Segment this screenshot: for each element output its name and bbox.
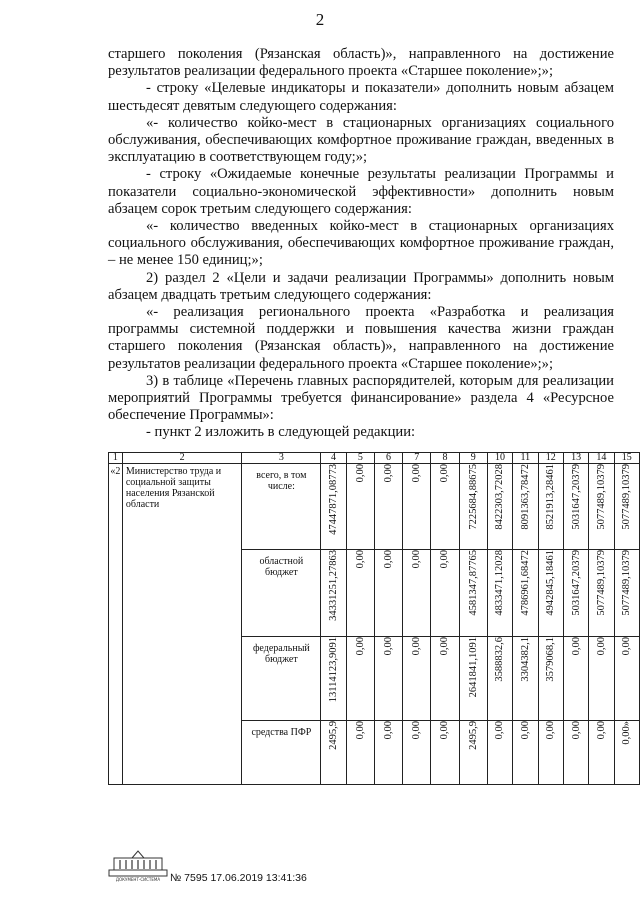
table-cell (538, 721, 563, 785)
row-label: областной бюджет (242, 550, 321, 637)
table-cell (374, 550, 402, 637)
cell-value: 0,00 (494, 721, 506, 740)
cell-value: 5031647,20379 (570, 550, 582, 616)
cell-value: 5077489,10379 (621, 464, 633, 530)
table-cell (614, 637, 639, 721)
table-cell (459, 637, 487, 721)
cell-value: 34331251,27863 (328, 550, 340, 621)
cell-value: 0,00» (621, 721, 633, 745)
cell-value: 0,00 (439, 550, 451, 569)
paragraph: - строку «Целевые индикаторы и показатели» дополнить новым абзацем шестьдесят девятым следующего содержания: (108, 80, 614, 114)
building-seal-icon (108, 848, 168, 882)
cell-value: 5077489,10379 (621, 550, 633, 616)
table-cell (459, 721, 487, 785)
table-cell (487, 637, 512, 721)
cell-value: 2495,9 (467, 721, 479, 750)
table-cell (538, 550, 563, 637)
table-cell (563, 464, 588, 550)
column-header: 14 (589, 453, 614, 464)
table-header-row (109, 453, 640, 464)
cell-value: 4942845,18461 (545, 550, 557, 616)
cell-value: 0,00 (383, 464, 395, 483)
cell-value: 13114123,9091 (328, 637, 340, 703)
cell-value: 8091363,78472 (519, 464, 531, 530)
paragraph: - строку «Ожидаемые конечные результаты реализации Программы и показатели социально-экономической эффективности» дополнить новым абзацем сорок третьим следующего содержания: (108, 166, 614, 217)
table-cell (614, 721, 639, 785)
row-label: федеральный бюджет (242, 637, 321, 721)
cell-value: 0,00 (354, 550, 366, 569)
cell-value: 3579068,1 (545, 637, 557, 682)
table-cell (403, 637, 431, 721)
column-header: 1 (109, 453, 123, 464)
cell-value: 5077489,10379 (595, 550, 607, 616)
cell-value: 8521913,28461 (545, 464, 557, 530)
table-cell (459, 550, 487, 637)
table-cell (374, 464, 402, 550)
paragraph: «- количество койко-мест в стационарных организациях социального обслуживания, обеспечивающих комфортное проживание граждан, введенных в эксплуатацию в соответствующем году;»; (108, 114, 614, 166)
column-header: 13 (563, 453, 588, 464)
table-cell (563, 550, 588, 637)
cell-value: 0,00 (595, 637, 607, 656)
document-body (108, 46, 614, 442)
cell-value: 7225684,88675 (467, 464, 479, 530)
cell-value: 4581347,87765 (467, 550, 479, 616)
paragraph: - пункт 2 изложить в следующей редакции: (146, 424, 416, 441)
table-cell (563, 637, 588, 721)
table-cell (538, 637, 563, 721)
cell-value: 47447871,08773 (328, 464, 340, 535)
table-cell (374, 721, 402, 785)
table-cell (589, 721, 614, 785)
cell-value: 0,00 (519, 721, 531, 740)
cell-value: 0,00 (411, 721, 423, 740)
table-cell (321, 637, 346, 721)
cell-value: 3588832,6 (494, 637, 506, 682)
table-cell (321, 721, 346, 785)
cell-value: 0,00 (411, 637, 423, 656)
table-cell (346, 550, 374, 637)
document-footer (108, 848, 408, 888)
row-label: средства ПФР (242, 721, 321, 785)
paragraph: «- реализация регионального проекта «Разработка и реализация программы системной поддержки и повышения качества жизни граждан старшего поколения (Рязанская область)», направленного на достижение результатов реализации федерального проекта «Старшее поколение»;»; (108, 304, 614, 372)
column-header: 5 (346, 453, 374, 464)
cell-value: 0,00 (439, 721, 451, 740)
column-header: 6 (374, 453, 402, 464)
column-header: 11 (513, 453, 538, 464)
column-header: 10 (487, 453, 512, 464)
cell-value: 0,00 (570, 637, 582, 656)
table-cell (614, 464, 639, 550)
table-cell (459, 464, 487, 550)
table-cell (513, 464, 538, 550)
table-cell (403, 464, 431, 550)
table-row (109, 464, 640, 550)
cell-value: 4833471,12028 (494, 550, 506, 616)
table-cell (538, 464, 563, 550)
page-number: 2 (315, 10, 325, 29)
cell-value: 0,00 (383, 721, 395, 740)
table-cell (563, 721, 588, 785)
cell-value: 0,00 (383, 550, 395, 569)
table-cell (431, 550, 459, 637)
table-cell (487, 464, 512, 550)
cell-value: 0,00 (411, 550, 423, 569)
paragraph: 2) раздел 2 «Цели и задачи реализации Программы» дополнить новым абзацем двадцать третьим следующего содержания: (108, 269, 614, 303)
table-cell (431, 464, 459, 550)
table-cell (589, 464, 614, 550)
cell-value: 0,00 (545, 721, 557, 740)
cell-value: 5031647,20379 (570, 464, 582, 530)
table-cell (487, 550, 512, 637)
seal-caption: ДОКУМЕНТ-СИСТЕМА (115, 877, 161, 882)
cell-value: 5077489,10379 (595, 464, 607, 530)
cell-value: 2641841,1091 (467, 637, 479, 698)
table-cell (614, 550, 639, 637)
column-header: 12 (538, 453, 563, 464)
column-header: 2 (122, 453, 242, 464)
table-cell (589, 550, 614, 637)
table-cell (321, 464, 346, 550)
row-number: «2 (109, 464, 123, 785)
table-cell (431, 721, 459, 785)
cell-value: 0,00 (383, 637, 395, 656)
column-header: 15 (614, 453, 639, 464)
column-header: 3 (242, 453, 321, 464)
table-cell (431, 637, 459, 721)
table-cell (487, 721, 512, 785)
cell-value: 0,00 (411, 464, 423, 483)
paragraph: «- количество введенных койко-мест в стационарных организациях социального обслуживания, обеспечивающих комфортное проживание граждан, – не менее 150 единиц;»; (108, 218, 614, 269)
table-cell (321, 550, 346, 637)
table-cell (374, 637, 402, 721)
table-cell (589, 637, 614, 721)
cell-value: 0,00 (439, 464, 451, 483)
cell-value: 4786961,68472 (519, 550, 531, 616)
column-header: 4 (321, 453, 346, 464)
cell-value: 2495,9 (328, 721, 340, 750)
funding-table (108, 452, 640, 785)
column-header: 7 (403, 453, 431, 464)
cell-value: 3304382,1 (519, 637, 531, 682)
table-cell (513, 721, 538, 785)
paragraph: старшего поколения (Рязанская область)», направленного на достижение результатов реализации федерального проекта «Старшее поколение»;»; (108, 46, 614, 80)
cell-value: 0,00 (570, 721, 582, 740)
cell-value: 0,00 (354, 464, 366, 483)
cell-value: 0,00 (354, 721, 366, 740)
table-cell (346, 637, 374, 721)
cell-value: 0,00 (595, 721, 607, 740)
cell-value: 0,00 (621, 637, 633, 656)
column-header: 9 (459, 453, 487, 464)
table-cell (403, 721, 431, 785)
table-cell (513, 637, 538, 721)
table-cell (403, 550, 431, 637)
paragraph: 3) в таблице «Перечень главных распорядителей, которым для реализации мероприятий Программы требуется финансирование» раздела 4 «Ресурсное обеспечение Программы»: (108, 372, 614, 424)
table-cell (346, 721, 374, 785)
cell-value: 8422303,72028 (494, 464, 506, 530)
cell-value: 0,00 (354, 637, 366, 656)
organization-name: Министерство труда и социальной защиты населения Рязанской области (122, 464, 242, 785)
registration-stamp: № 7595 17.06.2019 13:41:36 (170, 872, 307, 884)
cell-value: 0,00 (439, 637, 451, 656)
row-label: всего, в том числе: (242, 464, 321, 550)
table-cell (346, 464, 374, 550)
column-header: 8 (431, 453, 459, 464)
table-cell (513, 550, 538, 637)
